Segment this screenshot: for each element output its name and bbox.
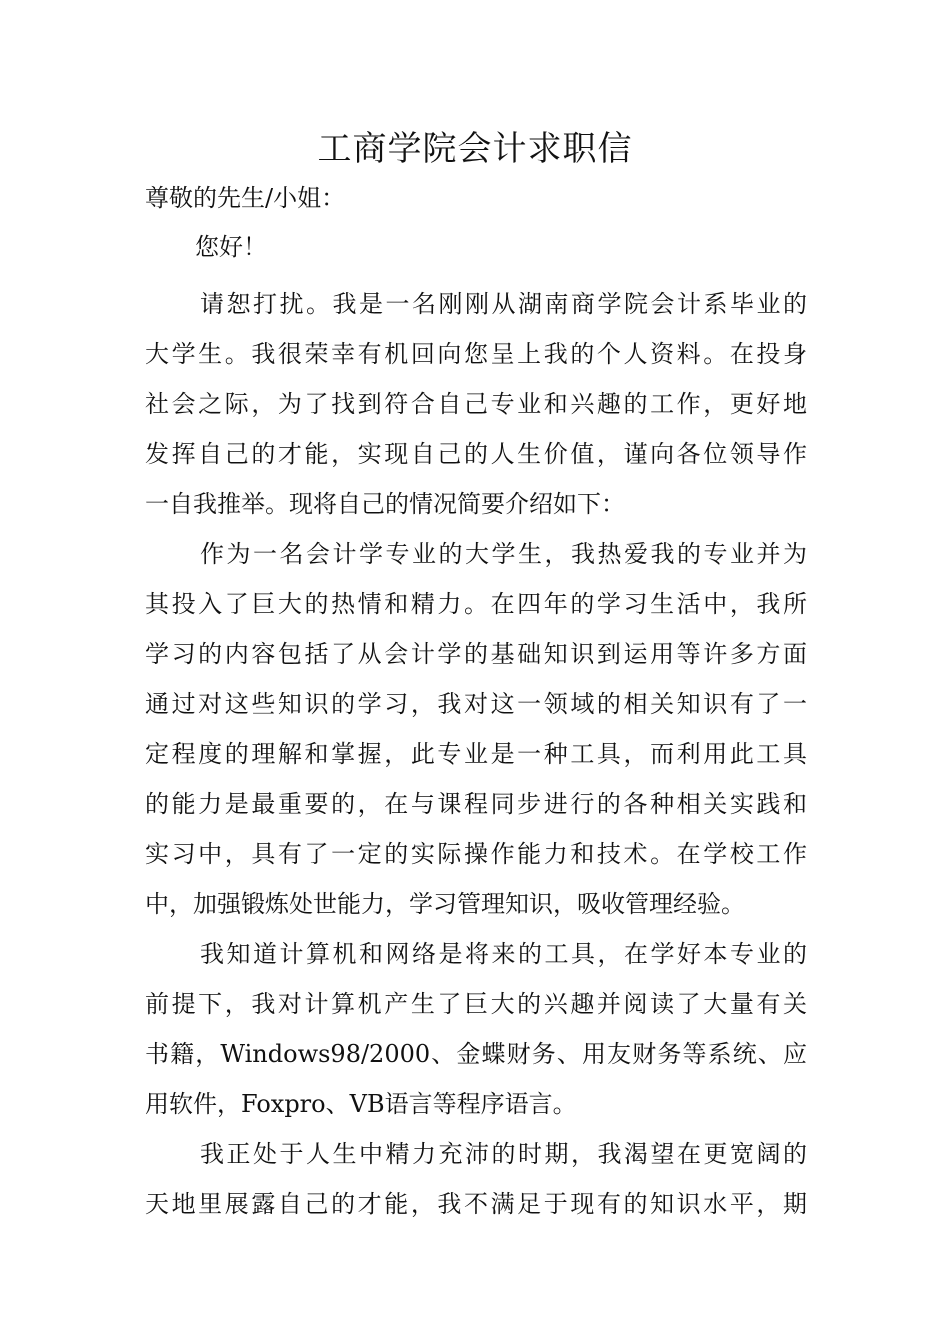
- text-line: 定程度的理解和掌握，此专业是一种工具，而利用此工具: [145, 740, 807, 768]
- text-line: 用软件，Foxpro、VB语言等程序语言。: [145, 1090, 577, 1118]
- text-line: 请恕打扰。我是一名刚刚从湖南商学院会计系毕业的: [200, 290, 807, 318]
- salutation-line: 尊敬的先生/小姐：: [145, 184, 346, 212]
- text-line: 发挥自己的才能，实现自己的人生价值，谨向各位领导作: [145, 440, 807, 468]
- text-line: 前提下，我对计算机产生了巨大的兴趣并阅读了大量有关: [145, 990, 807, 1018]
- letter-body: [145, 181, 807, 1229]
- text-line: 其投入了巨大的热情和精力。在四年的学习生活中，我所: [145, 590, 807, 618]
- text-line: 作为一名会计学专业的大学生，我热爱我的专业并为: [200, 540, 807, 568]
- text-line: 学习的内容包括了从会计学的基础知识到运用等许多方面: [145, 640, 807, 668]
- text-line: 大学生。我很荣幸有机回向您呈上我的个人资料。在投身: [145, 340, 807, 368]
- document-title: 工商学院会计求职信: [317, 129, 633, 169]
- text-line: 中，加强锻炼处世能力，学习管理知识，吸收管理经验。: [145, 890, 745, 918]
- text-line: 我正处于人生中精力充沛的时期，我渴望在更宽阔的: [200, 1140, 807, 1168]
- text-line: 一自我推举。现将自己的情况简要介绍如下：: [145, 490, 625, 518]
- text-line: 我知道计算机和网络是将来的工具，在学好本专业的: [200, 940, 807, 968]
- text-line: 实习中，具有了一定的实际操作能力和技术。在学校工作: [145, 840, 807, 868]
- text-line: 社会之际，为了找到符合自己专业和兴趣的工作，更好地: [145, 390, 807, 418]
- text-line: 的能力是最重要的，在与课程同步进行的各种相关实践和: [145, 790, 807, 818]
- greeting-line: 您好！: [195, 233, 267, 261]
- text-line: 书籍，Windows98/2000、金蝶财务、用友财务等系统、应: [145, 1040, 807, 1068]
- text-line: 通过对这些知识的学习，我对这一领域的相关知识有了一: [145, 690, 807, 718]
- text-line: 天地里展露自己的才能，我不满足于现有的知识水平，期: [145, 1190, 807, 1218]
